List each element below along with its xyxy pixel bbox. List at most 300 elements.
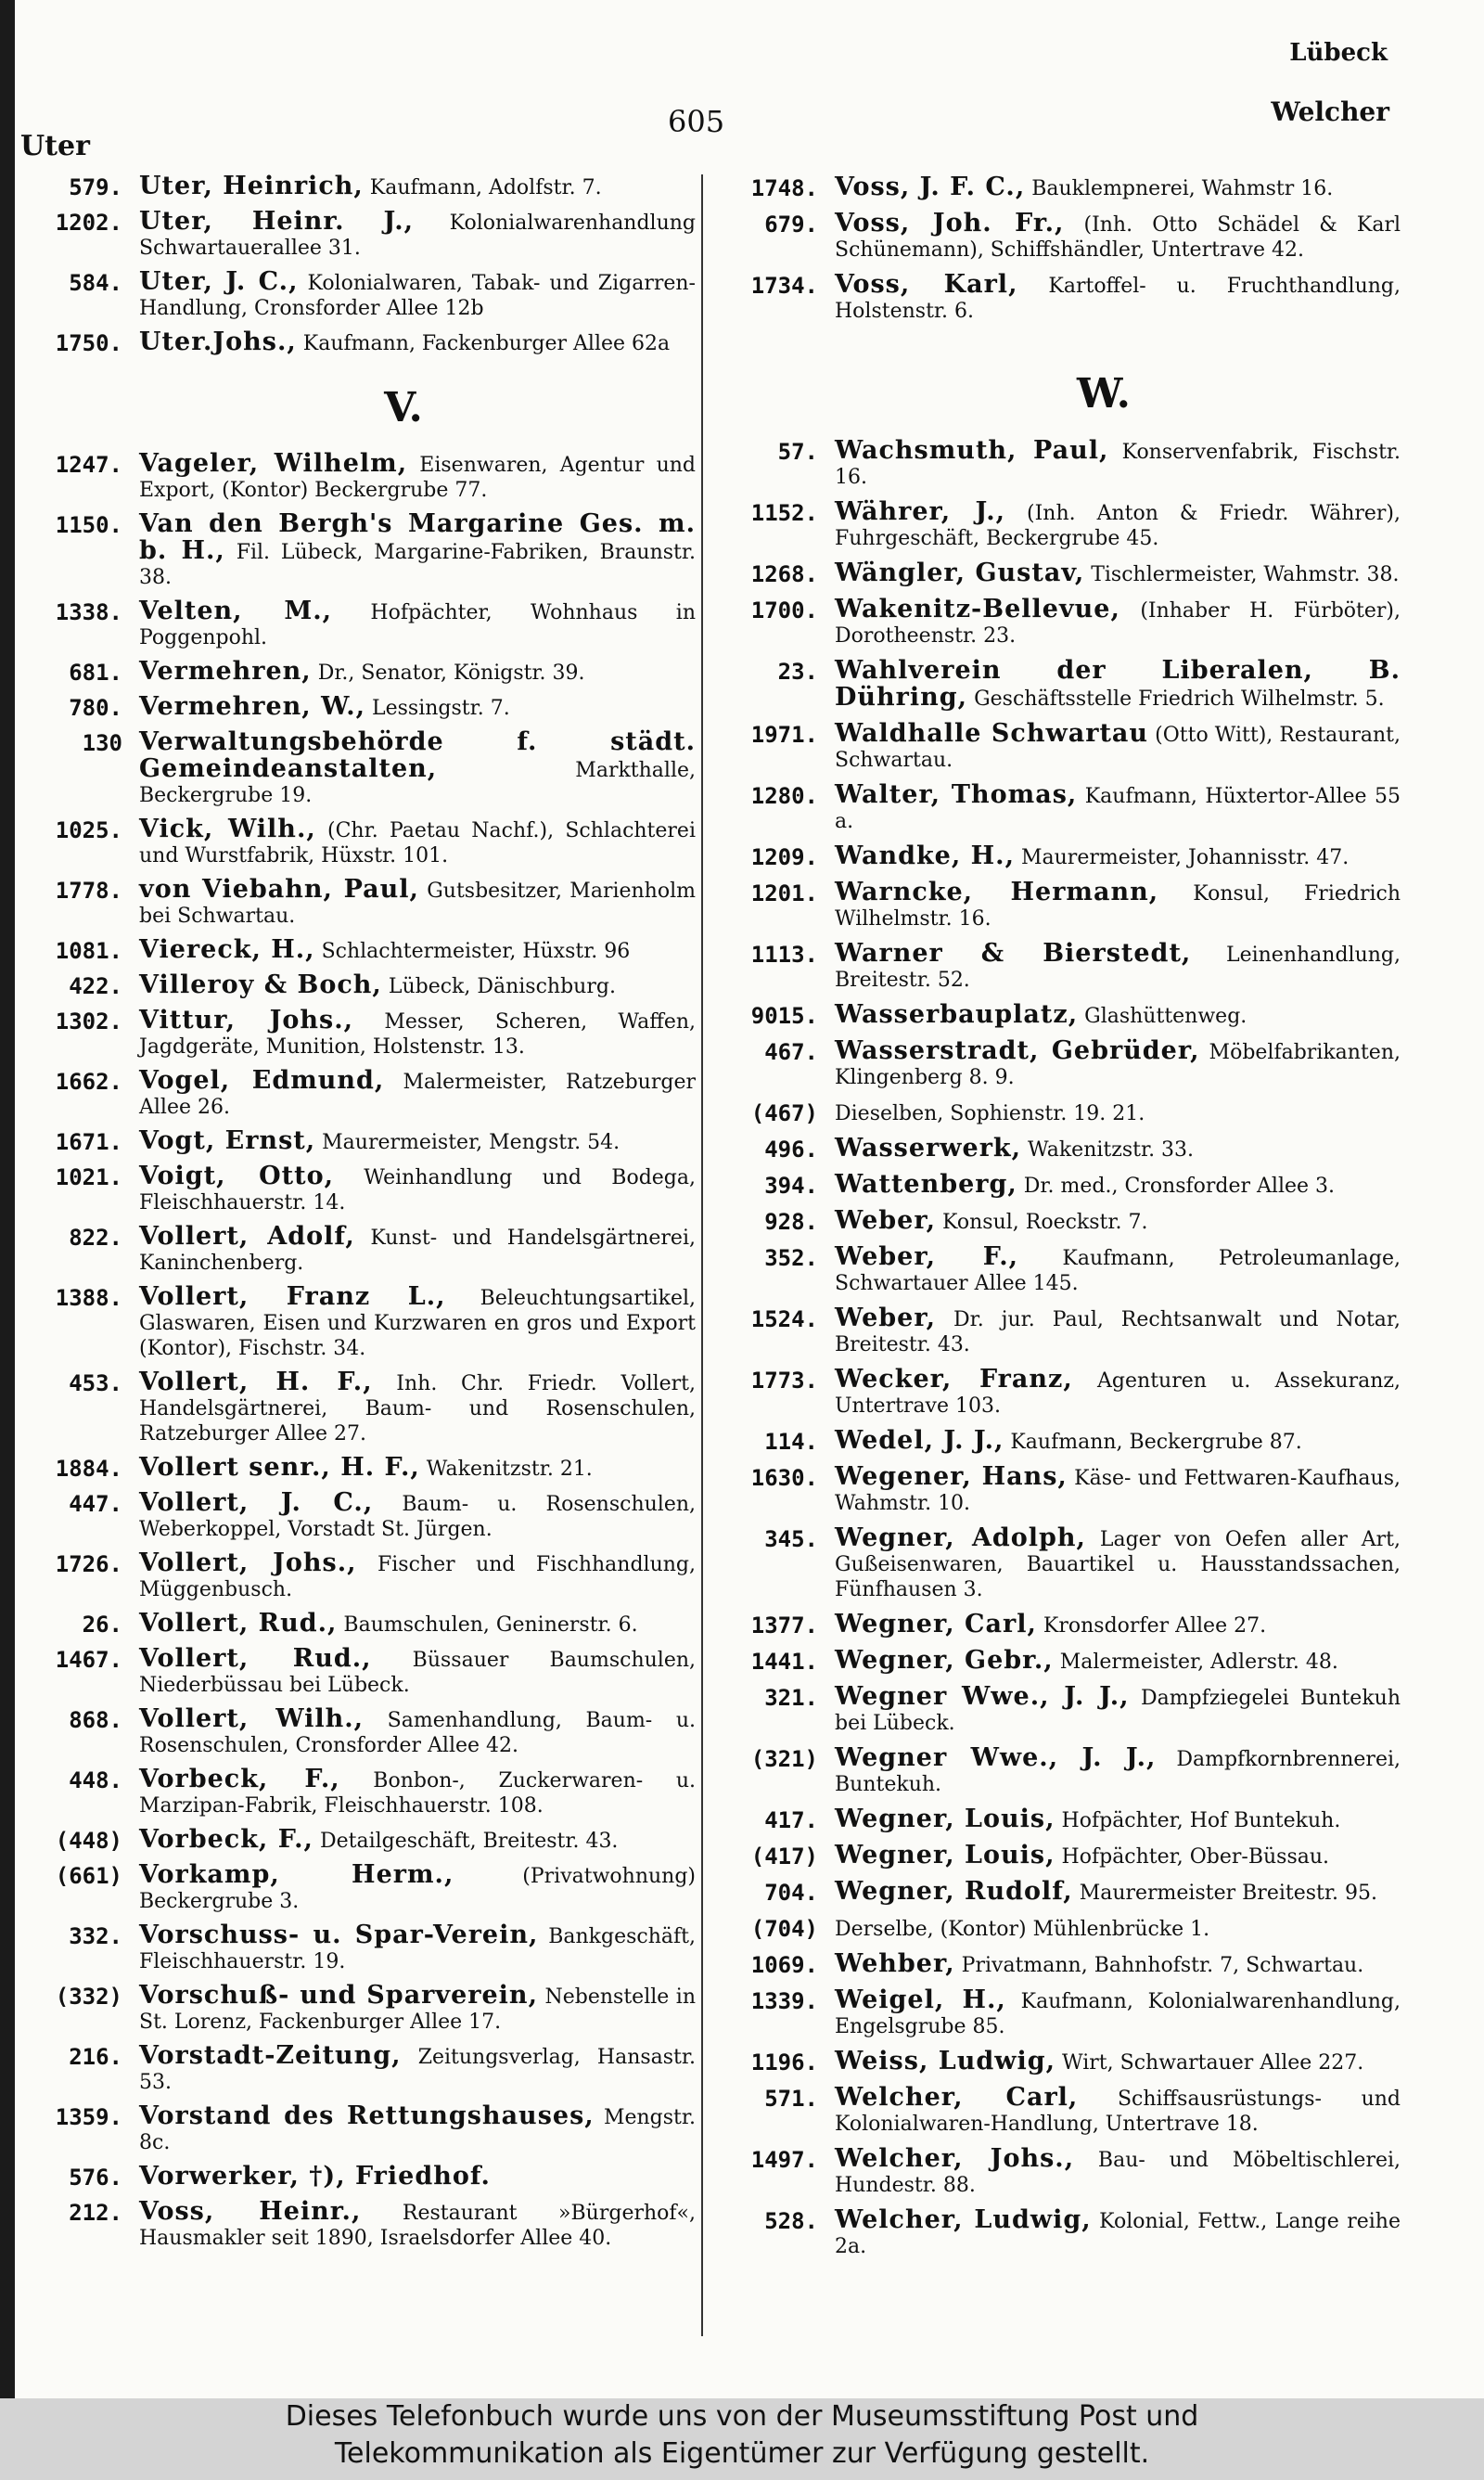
entry-text bbox=[835, 1367, 1401, 1419]
subscriber-name: Wängler, Gustav, bbox=[835, 559, 1085, 587]
subscriber-details: Geschäftsstelle Friedrich Wilhelmstr. 5. bbox=[974, 687, 1385, 711]
subscriber-name: Van den Bergh's Margarine Ges. m. b. H., bbox=[139, 509, 696, 565]
directory-entry bbox=[19, 816, 696, 868]
subscriber-name: Wecker, Franz, bbox=[835, 1365, 1073, 1394]
directory-entry bbox=[714, 1612, 1401, 1638]
entry-text bbox=[835, 1915, 1401, 1942]
directory-entry bbox=[19, 694, 696, 721]
phone-number: 57. bbox=[777, 439, 818, 465]
phone-number: 1021. bbox=[55, 1164, 122, 1190]
directory-entry bbox=[19, 2199, 696, 2251]
subscriber-details: Samenhandlung, Baum- u. Rosenschulen, Cronsforder Allee 42. bbox=[139, 1709, 696, 1757]
subscriber-name: Vollert, Adolf, bbox=[139, 1222, 355, 1251]
directory-entry bbox=[714, 597, 1401, 649]
directory-entry bbox=[714, 1879, 1401, 1906]
entry-text bbox=[139, 816, 696, 868]
subscriber-details: Leinenhandlung, Breitestr. 52. bbox=[835, 944, 1401, 992]
phone-number: 1069. bbox=[750, 1952, 818, 1978]
directory-entry bbox=[714, 782, 1401, 834]
directory-entry bbox=[19, 1163, 696, 1215]
directory-entry bbox=[714, 174, 1401, 201]
directory-entry bbox=[714, 941, 1401, 993]
phone-number: 1247. bbox=[55, 452, 122, 478]
directory-entry bbox=[714, 1525, 1401, 1602]
phone-number: 528. bbox=[764, 2208, 818, 2234]
subscriber-name: Vogt, Ernst, bbox=[139, 1126, 316, 1155]
subscriber-name: Wegner, Louis, bbox=[835, 1841, 1055, 1870]
directory-entry bbox=[714, 1951, 1401, 1978]
entry-text bbox=[139, 1983, 696, 2035]
directory-entry bbox=[19, 269, 696, 321]
directory-entry bbox=[714, 1684, 1401, 1736]
subscriber-details: Agenturen u. Assekuranz, Untertrave 103. bbox=[835, 1369, 1401, 1418]
phone-number: 26. bbox=[82, 1612, 122, 1638]
subscriber-name: Verwaltungsbehörde f. städt. Gemeindeanstalten, bbox=[139, 727, 696, 783]
phone-number: 571. bbox=[764, 2086, 818, 2112]
directory-entry bbox=[714, 211, 1401, 263]
entry-text bbox=[139, 2103, 696, 2155]
entry-text bbox=[139, 1922, 696, 1974]
directory-entry bbox=[714, 1464, 1401, 1516]
phone-number: 1748. bbox=[750, 175, 818, 201]
entry-text bbox=[835, 880, 1401, 932]
subscriber-details: Hofpächter, Wohnhaus in Poggenpohl. bbox=[139, 601, 696, 649]
directory-entry bbox=[19, 1983, 696, 2035]
subscriber-details: (Chr. Paetau Nachf.), Schlachterei und Wurstfabrik, Hüxstr. 101. bbox=[139, 819, 696, 867]
directory-entry bbox=[19, 659, 696, 686]
entry-text bbox=[835, 1002, 1401, 1029]
header-right-keyword: Welcher bbox=[1271, 96, 1389, 127]
phone-number: 9015. bbox=[750, 1003, 818, 1029]
phone-number: 1025. bbox=[55, 817, 122, 843]
subscriber-details: Dieselben, Sophienstr. 19. 21. bbox=[835, 1102, 1145, 1125]
subscriber-name: Wasserwerk, bbox=[835, 1134, 1022, 1163]
phone-number: (321) bbox=[750, 1746, 818, 1772]
subscriber-name: Wahlverein der Liberalen, B. Dühring, bbox=[835, 656, 1401, 712]
subscriber-details: Bonbon-, Zuckerwaren- u. Marzipan-Fabrik, Fleischhauerstr. 108. bbox=[139, 1769, 696, 1818]
directory-entry bbox=[19, 2043, 696, 2095]
entry-text bbox=[835, 1208, 1401, 1235]
entry-text bbox=[835, 1244, 1401, 1296]
entry-text bbox=[835, 438, 1401, 490]
phone-number: 216. bbox=[69, 2044, 122, 2070]
subscriber-name: Voss, Joh. Fr., bbox=[835, 209, 1065, 238]
phone-number: (661) bbox=[55, 1863, 122, 1889]
directory-entry bbox=[714, 1099, 1401, 1126]
subscriber-name: Weiss, Ludwig, bbox=[835, 2047, 1056, 2075]
subscriber-name: Villeroy & Boch, bbox=[139, 970, 382, 999]
phone-number: 321. bbox=[764, 1685, 818, 1711]
entry-text bbox=[835, 941, 1401, 993]
entry-text bbox=[139, 2199, 696, 2251]
phone-number: 422. bbox=[69, 973, 122, 999]
directory-entry bbox=[714, 1244, 1401, 1296]
subscriber-name: Vorwerker, †), Friedhof. bbox=[139, 2162, 491, 2191]
subscriber-details: Schlachtermeister, Hüxstr. 96 bbox=[321, 940, 631, 963]
subscriber-details: Kolonialwarenhandlung Schwartauerallee 31. bbox=[139, 212, 697, 260]
phone-number: 448. bbox=[69, 1767, 122, 1793]
phone-number: 822. bbox=[69, 1225, 122, 1251]
directory-entry bbox=[714, 272, 1401, 324]
entry-text bbox=[139, 659, 696, 686]
phone-number: 1662. bbox=[55, 1069, 122, 1095]
subscriber-name: Wachsmuth, Paul, bbox=[835, 436, 1109, 465]
phone-number: 1734. bbox=[750, 273, 818, 299]
entry-text bbox=[835, 499, 1401, 551]
phone-number: 1338. bbox=[55, 599, 122, 625]
directory-entry bbox=[19, 877, 696, 929]
phone-number: 1150. bbox=[55, 512, 122, 538]
phone-number: 394. bbox=[764, 1173, 818, 1199]
entry-text bbox=[835, 1806, 1401, 1833]
subscriber-name: Wedel, J. J., bbox=[835, 1426, 1004, 1455]
subscriber-name: Vollert, Rud., bbox=[139, 1609, 338, 1638]
header-left-keyword: Uter bbox=[20, 130, 90, 162]
entry-text bbox=[835, 211, 1401, 263]
subscriber-details: (Inhaber H. Fürböter), Dorotheenstr. 23. bbox=[835, 599, 1401, 648]
entry-text bbox=[139, 1068, 696, 1120]
directory-entry bbox=[19, 937, 696, 964]
phone-number: 1497. bbox=[750, 2147, 818, 2173]
subscriber-details: Messer, Scheren, Waffen, Jagdgeräte, Munition, Holstenstr. 13. bbox=[139, 1010, 696, 1059]
phone-number: 1773. bbox=[750, 1368, 818, 1394]
entry-text bbox=[835, 174, 1401, 201]
subscriber-name: Vollert senr., H. F., bbox=[139, 1453, 420, 1482]
entry-text bbox=[139, 598, 696, 650]
subscriber-details: Malermeister, Adlerstr. 48. bbox=[1059, 1651, 1338, 1674]
subscriber-details: Dr. med., Cronsforder Allee 3. bbox=[1023, 1175, 1336, 1198]
entry-text bbox=[835, 272, 1401, 324]
subscriber-name: Vorbeck, F., bbox=[139, 1765, 340, 1793]
subscriber-name: Wegner, Louis, bbox=[835, 1805, 1055, 1833]
phone-number: 704. bbox=[764, 1880, 818, 1906]
directory-entry bbox=[19, 1008, 696, 1060]
subscriber-details: Dampfkornbrennerei, Buntekuh. bbox=[835, 1748, 1401, 1796]
entry-text bbox=[139, 1163, 696, 1215]
directory-entry bbox=[714, 721, 1401, 773]
subscriber-details: Kaufmann, Fackenburger Allee 62a bbox=[302, 332, 671, 355]
phone-number: 1778. bbox=[55, 878, 122, 904]
subscriber-name: Voss, Heinr., bbox=[139, 2197, 362, 2226]
subscriber-details: Bankgeschäft, Fleischhauerstr. 19. bbox=[139, 1925, 696, 1973]
directory-entry bbox=[19, 972, 696, 999]
phone-number: 1201. bbox=[750, 880, 818, 906]
subscriber-details: Restaurant »Bürgerhof«, Hausmakler seit 1890, Israelsdorfer Allee 40. bbox=[139, 2202, 696, 2250]
directory-entry bbox=[714, 1038, 1401, 1090]
directory-entry bbox=[19, 1611, 696, 1638]
directory-entry bbox=[714, 880, 1401, 932]
entry-text bbox=[139, 937, 696, 964]
subscriber-name: Walter, Thomas, bbox=[835, 780, 1078, 809]
subscriber-name: Uter, Heinr. J., bbox=[139, 207, 415, 236]
subscriber-details: (Privatwohnung) Beckergrube 3. bbox=[139, 1865, 696, 1913]
subscriber-details: Maurermeister, Johannisstr. 47. bbox=[1020, 846, 1350, 869]
subscriber-name: Vittur, Johs., bbox=[139, 1006, 354, 1034]
entry-text bbox=[139, 729, 696, 808]
subscriber-name: Vorstand des Rettungshauses, bbox=[139, 2101, 595, 2130]
directory-entry bbox=[19, 1284, 696, 1361]
directory-entry bbox=[714, 1648, 1401, 1675]
directory-entry bbox=[714, 1305, 1401, 1357]
subscriber-name: Weigel, H., bbox=[835, 1985, 1006, 2014]
subscriber-details: Schiffsausrüstungs- und Kolonialwaren-Handlung, Untertrave 18. bbox=[835, 2088, 1401, 2136]
footer-line-2: Telekommunikation als Eigentümer zur Verfügung gestellt. bbox=[334, 2437, 1150, 2470]
phone-number: (332) bbox=[55, 1984, 122, 2010]
entry-text bbox=[139, 1128, 696, 1155]
subscriber-name: Wegner, Carl, bbox=[835, 1610, 1037, 1638]
directory-entry bbox=[714, 1915, 1401, 1942]
directory-entry bbox=[714, 2049, 1401, 2075]
directory-entry bbox=[19, 1128, 696, 1155]
subscriber-name: Vollert, J. C., bbox=[139, 1488, 374, 1517]
phone-number: 447. bbox=[69, 1491, 122, 1517]
directory-entry bbox=[714, 499, 1401, 551]
directory-entry bbox=[19, 1224, 696, 1276]
entry-text bbox=[835, 1951, 1401, 1978]
subscriber-details: Markthalle, Beckergrube 19. bbox=[139, 759, 696, 807]
subscriber-details: Kaufmann, Hüxtertor-Allee 55 a. bbox=[835, 785, 1401, 833]
subscriber-name: Vollert, Franz L., bbox=[139, 1282, 446, 1311]
page-number: 605 bbox=[668, 104, 725, 139]
subscriber-details: (Otto Witt), Restaurant, Schwartau. bbox=[835, 724, 1401, 772]
phone-number: 1467. bbox=[55, 1647, 122, 1673]
phone-number: 332. bbox=[69, 1923, 122, 1949]
subscriber-name: Voss, J. F. C., bbox=[835, 173, 1026, 201]
entry-text bbox=[139, 1550, 696, 1602]
entry-text bbox=[139, 1611, 696, 1638]
subscriber-details: Kunst- und Handelsgärtnerei, Kaninchenberg. bbox=[139, 1227, 696, 1275]
phone-number: 584. bbox=[69, 270, 122, 296]
phone-number: 345. bbox=[764, 1526, 818, 1552]
directory-entry bbox=[714, 2085, 1401, 2137]
subscriber-details: Wakenitzstr. 21. bbox=[426, 1458, 593, 1481]
subscriber-name: Wehber, bbox=[835, 1949, 955, 1978]
entry-text bbox=[139, 209, 696, 261]
entry-text bbox=[139, 1490, 696, 1542]
subscriber-details: Zeitungsverlag, Hansastr. 53. bbox=[139, 2046, 696, 2094]
entry-text bbox=[139, 972, 696, 999]
entry-text bbox=[835, 1428, 1401, 1455]
phone-number: 1280. bbox=[750, 783, 818, 809]
subscriber-details: Dr., Senator, Königstr. 39. bbox=[317, 662, 585, 685]
entry-text bbox=[835, 1464, 1401, 1516]
directory-entry bbox=[19, 1922, 696, 1974]
directory-entry bbox=[714, 560, 1401, 587]
entry-text bbox=[835, 2146, 1401, 2198]
entry-text bbox=[139, 451, 696, 503]
subscriber-details: Kolonial, Fettw., Lange reihe 2a. bbox=[835, 2210, 1401, 2258]
subscriber-details: Konsul, Friedrich Wilhelmstr. 16. bbox=[835, 882, 1401, 931]
entry-text bbox=[835, 782, 1401, 834]
subscriber-details: Fischer und Fischhandlung, Müggenbusch. bbox=[139, 1553, 696, 1601]
directory-entry bbox=[714, 2146, 1401, 2198]
subscriber-name: Wegner, Rudolf, bbox=[835, 1877, 1073, 1906]
subscriber-details: Eisenwaren, Agentur und Export, (Kontor) Beckergrube 77. bbox=[139, 454, 696, 502]
directory-entry bbox=[19, 173, 696, 200]
directory-entry bbox=[19, 2164, 696, 2191]
entry-text bbox=[835, 597, 1401, 649]
entry-text bbox=[835, 658, 1401, 712]
directory-entry bbox=[19, 1827, 696, 1854]
phone-number: 1388. bbox=[55, 1285, 122, 1311]
phone-number: 1196. bbox=[750, 2050, 818, 2075]
directory-entry bbox=[19, 1550, 696, 1602]
entry-text bbox=[835, 2207, 1401, 2259]
subscriber-name: Vollert, Rud., bbox=[139, 1644, 372, 1673]
header-city: Lübeck bbox=[1289, 39, 1388, 67]
subscriber-name: Vorstadt-Zeitung, bbox=[139, 2041, 402, 2070]
phone-number: 1302. bbox=[55, 1009, 122, 1034]
subscriber-name: Voigt, Otto, bbox=[139, 1162, 335, 1190]
entry-text bbox=[139, 1767, 696, 1818]
phone-number: 1209. bbox=[750, 844, 818, 870]
entry-text bbox=[835, 1172, 1401, 1199]
subscriber-details: Malermeister, Ratzeburger Allee 26. bbox=[139, 1071, 696, 1119]
entry-text bbox=[835, 1525, 1401, 1602]
phone-number: 1081. bbox=[55, 938, 122, 964]
directory-entry bbox=[19, 1490, 696, 1542]
phone-number: 1359. bbox=[55, 2104, 122, 2130]
entry-text bbox=[139, 1827, 696, 1854]
subscriber-details: Tischlermeister, Wahmstr. 38. bbox=[1091, 563, 1400, 586]
phone-number: 1268. bbox=[750, 561, 818, 587]
entry-text bbox=[139, 269, 696, 321]
phone-number: 1113. bbox=[750, 942, 818, 968]
phone-number: (704) bbox=[750, 1916, 818, 1942]
subscriber-details: Baumschulen, Geninerstr. 6. bbox=[343, 1613, 638, 1637]
phone-number: 1441. bbox=[750, 1649, 818, 1675]
subscriber-details: Lübeck, Dänischburg. bbox=[388, 975, 616, 998]
phone-number: 1671. bbox=[55, 1129, 122, 1155]
phone-number: 352. bbox=[764, 1245, 818, 1271]
entry-text bbox=[139, 511, 696, 590]
subscriber-name: Vorkamp, Herm., bbox=[139, 1860, 454, 1889]
subscriber-name: Waldhalle Schwartau bbox=[835, 719, 1149, 748]
directory-entry bbox=[714, 1806, 1401, 1833]
entry-text bbox=[139, 2043, 696, 2095]
directory-entry bbox=[19, 1862, 696, 1914]
entry-text bbox=[835, 1843, 1401, 1870]
entry-text bbox=[139, 1706, 696, 1758]
subscriber-details: Büssauer Baumschulen, Niederbüssau bei Lübeck. bbox=[139, 1649, 697, 1697]
subscriber-name: Wegner Wwe., J. J., bbox=[835, 1682, 1130, 1711]
phone-number: 1700. bbox=[750, 598, 818, 623]
subscriber-details: Kaufmann, Petroleumanlage, Schwartauer Allee 145. bbox=[835, 1247, 1401, 1295]
directory-entry bbox=[19, 209, 696, 261]
phone-number: 114. bbox=[764, 1429, 818, 1455]
subscriber-name: Wandke, H., bbox=[835, 842, 1015, 870]
subscriber-name: Uter, J. C., bbox=[139, 267, 299, 296]
directory-entry bbox=[714, 1172, 1401, 1199]
entry-text bbox=[835, 1612, 1401, 1638]
phone-number: 579. bbox=[69, 174, 122, 200]
subscriber-name: Vermehren, bbox=[139, 657, 312, 686]
entry-text bbox=[139, 694, 696, 721]
entry-text bbox=[139, 1284, 696, 1361]
entry-text bbox=[835, 1136, 1401, 1163]
directory-entry bbox=[19, 1455, 696, 1482]
subscriber-details: Wakenitzstr. 33. bbox=[1028, 1138, 1195, 1162]
subscriber-name: Wegner Wwe., J. J., bbox=[835, 1743, 1157, 1772]
directory-entry bbox=[19, 1068, 696, 1120]
subscriber-details: Bau- und Möbeltischlerei, Hundestr. 88. bbox=[835, 2149, 1401, 2197]
phone-number: 1630. bbox=[750, 1465, 818, 1491]
subscriber-name: Vogel, Edmund, bbox=[139, 1066, 385, 1095]
subscriber-details: Kaufmann, Kolonialwarenhandlung, Engelsgrube 85. bbox=[835, 1990, 1401, 2038]
entry-text bbox=[835, 1038, 1401, 1090]
entry-text bbox=[835, 1684, 1401, 1736]
directory-entry bbox=[19, 329, 696, 356]
subscriber-name: Vorbeck, F., bbox=[139, 1825, 313, 1854]
phone-number: 212. bbox=[69, 2200, 122, 2226]
subscriber-name: Welcher, Carl, bbox=[835, 2083, 1079, 2112]
subscriber-details: Nebenstelle in St. Lorenz, Fackenburger Allee 17. bbox=[139, 1985, 697, 2034]
subscriber-details: Dr. jur. Paul, Rechtsanwalt und Notar, Breitestr. 43. bbox=[835, 1308, 1401, 1356]
directory-entry bbox=[19, 1767, 696, 1818]
subscriber-name: Vick, Wilh., bbox=[139, 815, 316, 843]
left-column bbox=[19, 165, 696, 2251]
subscriber-name: Welcher, Johs., bbox=[835, 2144, 1075, 2173]
subscriber-name: Vorschuß- und Sparverein, bbox=[139, 1981, 538, 2010]
section-heading: W. bbox=[1077, 370, 1131, 418]
directory-entry bbox=[714, 1428, 1401, 1455]
phone-number: 681. bbox=[69, 660, 122, 686]
subscriber-details: Dampfziegelei Buntekuh bei Lübeck. bbox=[835, 1687, 1401, 1735]
subscriber-details: Detailgeschäft, Breitestr. 43. bbox=[319, 1830, 619, 1853]
entry-text bbox=[139, 1862, 696, 1914]
phone-number: 1726. bbox=[55, 1551, 122, 1577]
subscriber-details: Hofpächter, Hof Buntekuh. bbox=[1061, 1809, 1341, 1832]
phone-number: 780. bbox=[69, 695, 122, 721]
phone-number: 576. bbox=[69, 2165, 122, 2191]
entry-text bbox=[835, 1745, 1401, 1797]
phone-number: 1339. bbox=[750, 1988, 818, 2014]
directory-entry bbox=[714, 1136, 1401, 1163]
phone-number: 467. bbox=[764, 1039, 818, 1065]
section-heading: V. bbox=[384, 384, 423, 431]
subscriber-details: Konsul, Roeckstr. 7. bbox=[942, 1211, 1148, 1234]
entry-text bbox=[835, 1879, 1401, 1906]
directory-entry bbox=[714, 843, 1401, 870]
subscriber-details: Fil. Lübeck, Margarine-Fabriken, Braunstr. 38. bbox=[139, 541, 696, 589]
phone-number: 1750. bbox=[55, 330, 122, 356]
entry-text bbox=[835, 1099, 1401, 1126]
subscriber-name: Velten, M., bbox=[139, 597, 333, 625]
subscriber-details: Kronsdorfer Allee 27. bbox=[1043, 1614, 1267, 1638]
phone-number: 679. bbox=[764, 212, 818, 238]
entry-text bbox=[139, 329, 696, 356]
entry-text bbox=[835, 2085, 1401, 2137]
footer-notice bbox=[0, 2398, 1484, 2480]
subscriber-name: Wakenitz-Bellevue, bbox=[835, 595, 1120, 623]
subscriber-name: Wegner, Gebr., bbox=[835, 1646, 1054, 1675]
subscriber-details: Maurermeister Breitestr. 95. bbox=[1079, 1882, 1377, 1905]
directory-entry bbox=[19, 511, 696, 590]
directory-entry bbox=[19, 1369, 696, 1446]
subscriber-name: Weber, bbox=[835, 1304, 937, 1332]
phone-number: 1152. bbox=[750, 500, 818, 526]
phone-number: 1971. bbox=[750, 722, 818, 748]
subscriber-details: Hofpächter, Ober-Büssau. bbox=[1061, 1845, 1330, 1869]
phone-number: 130 bbox=[82, 730, 122, 756]
subscriber-details: Kolonialwaren, Tabak- und Zigarren-Handlung, Cronsforder Allee 12b bbox=[139, 272, 696, 320]
phone-number: (448) bbox=[55, 1828, 122, 1854]
directory-entry bbox=[714, 438, 1401, 490]
phone-number: (417) bbox=[750, 1844, 818, 1870]
entry-text bbox=[139, 1646, 696, 1698]
subscriber-name: von Viebahn, Paul, bbox=[139, 875, 419, 904]
subscriber-name: Wasserbauplatz, bbox=[835, 1000, 1079, 1029]
